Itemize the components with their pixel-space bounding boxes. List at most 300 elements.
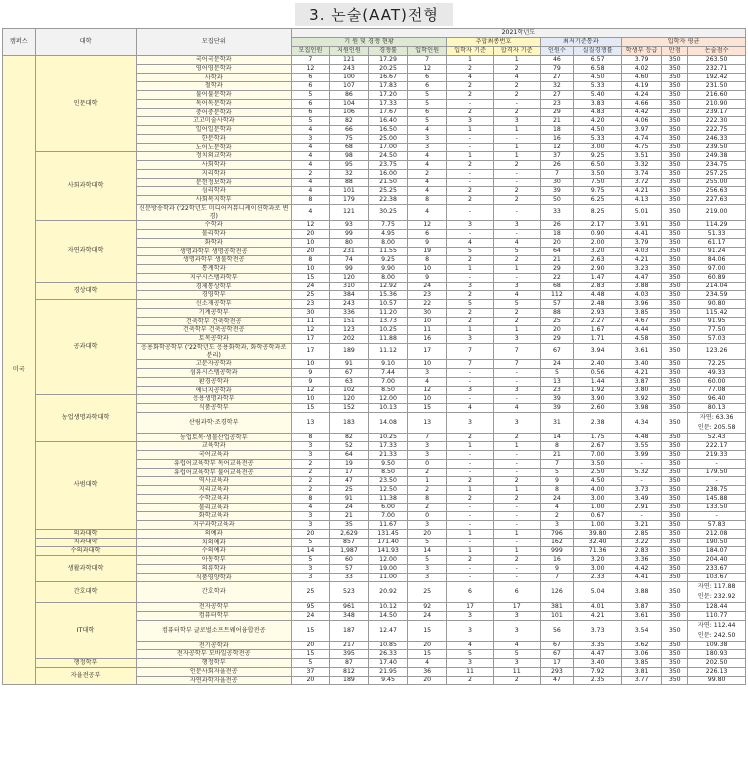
value-cell: 3 — [493, 620, 540, 641]
major-cell — [136, 377, 291, 386]
value-cell: 6 — [408, 73, 447, 82]
value-cell: - — [493, 230, 540, 239]
value-cell: 4 — [447, 238, 494, 247]
value-cell: 350 — [662, 317, 688, 326]
value-cell: 80 — [329, 238, 368, 247]
value-cell: 14 — [291, 547, 329, 556]
value-cell: - — [493, 273, 540, 282]
value-cell: 2 — [408, 486, 447, 495]
value-cell: 151 — [329, 317, 368, 326]
value-cell: 5.32 — [622, 468, 662, 477]
value-cell: 192.42 — [688, 73, 746, 82]
value-cell: 16.40 — [368, 117, 407, 126]
value-cell: 1 — [447, 126, 494, 135]
header-essay-score: 논술점수 — [688, 47, 746, 56]
major-name: 건축학부 건축공학전공 — [182, 326, 245, 334]
major-name: 유럽어교육학부 불어교육전공 — [173, 468, 254, 476]
value-cell: 3.85 — [622, 659, 662, 668]
value-cell: 13 — [291, 412, 329, 433]
value-cell: 8.25 — [574, 204, 622, 221]
value-cell: 6.00 — [368, 503, 407, 512]
header-group-competition: 기 원 및 경쟁 현황 — [291, 38, 446, 47]
value-cell: 1.44 — [574, 377, 622, 386]
value-cell: - — [493, 521, 540, 530]
major-name: 역사교육과 — [198, 477, 229, 485]
value-cell: 82 — [329, 117, 368, 126]
value-cell: 243 — [329, 300, 368, 309]
value-cell: 6.50 — [574, 161, 622, 170]
value-cell: 4 — [408, 659, 447, 668]
value-cell: 3 — [291, 451, 329, 460]
value-cell: 12 — [291, 326, 329, 335]
value-cell: 95 — [329, 161, 368, 170]
value-cell: - — [688, 459, 746, 468]
value-cell: 1 — [493, 442, 540, 451]
value-cell: 13 — [408, 412, 447, 433]
major-cell — [136, 99, 291, 108]
value-cell: 350 — [662, 611, 688, 620]
value-cell: 56 — [540, 620, 574, 641]
value-cell: 1.92 — [574, 386, 622, 395]
major-cell — [136, 650, 291, 659]
value-cell: 15 — [291, 273, 329, 282]
value-cell: 16.50 — [368, 126, 407, 135]
header-enrollee-basis: 입학자 기준 — [447, 47, 494, 56]
value-cell: 3.55 — [622, 442, 662, 451]
value-cell: 179 — [329, 196, 368, 205]
value-cell: 100 — [329, 73, 368, 82]
page-title-text: 3. 논술(AAT)전형 — [295, 3, 453, 26]
value-cell: 50 — [540, 196, 574, 205]
major-name: 국어국문학과 — [195, 56, 232, 63]
value-cell: 3.61 — [622, 611, 662, 620]
value-cell: 4 — [291, 204, 329, 221]
value-cell: 6 — [447, 582, 494, 603]
major-cell — [136, 308, 291, 317]
value-cell: 350 — [662, 433, 688, 442]
major-name: 독어독문학과 — [195, 99, 232, 107]
value-cell: 3 — [540, 521, 574, 530]
value-cell: 2 — [447, 308, 494, 317]
major-name: 국어교육과 — [198, 451, 229, 459]
value-cell: 3.23 — [622, 265, 662, 274]
value-cell: 350 — [662, 291, 688, 300]
major-cell — [136, 161, 291, 170]
major-name: 수학과 — [204, 221, 223, 229]
value-cell: 17 — [408, 343, 447, 360]
value-cell: 216.60 — [688, 91, 746, 100]
value-cell: 11 — [408, 326, 447, 335]
value-cell: 60 — [329, 556, 368, 565]
major-cell — [136, 82, 291, 91]
value-cell: 17 — [329, 468, 368, 477]
value-cell: 231 — [329, 247, 368, 256]
value-cell: 141.93 — [368, 547, 407, 556]
value-cell: 17.40 — [368, 659, 407, 668]
value-cell: 3.80 — [622, 386, 662, 395]
value-cell: 7 — [408, 433, 447, 442]
value-cell: 961 — [329, 603, 368, 612]
value-cell: 2 — [493, 317, 540, 326]
value-cell: 189 — [329, 343, 368, 360]
value-cell: 4.41 — [622, 573, 662, 582]
value-cell: 3.77 — [622, 676, 662, 685]
value-cell: 4 — [291, 126, 329, 135]
value-cell: 14.50 — [368, 611, 407, 620]
value-cell: 101 — [329, 187, 368, 196]
major-name: 응용생명과학부 — [192, 395, 235, 403]
value-cell: 126 — [540, 582, 574, 603]
value-cell: 222.17 — [688, 442, 746, 451]
value-cell: 107 — [329, 82, 368, 91]
value-cell: 4.02 — [622, 64, 662, 73]
value-cell: 3.90 — [574, 395, 622, 404]
value-cell: - — [447, 395, 494, 404]
value-cell: 77.08 — [688, 386, 746, 395]
value-cell: 6.57 — [574, 56, 622, 65]
value-cell: 350 — [662, 667, 688, 676]
value-cell: 4.01 — [574, 603, 622, 612]
value-cell: 3.81 — [622, 667, 662, 676]
value-cell: 6.58 — [574, 64, 622, 73]
value-cell: 350 — [662, 650, 688, 659]
value-cell: - — [493, 468, 540, 477]
value-cell: 17.20 — [368, 91, 407, 100]
value-cell: 4.50 — [574, 126, 622, 135]
value-cell: 1.75 — [574, 433, 622, 442]
value-cell: 3 — [447, 611, 494, 620]
campus-cell: 미국 — [3, 56, 36, 685]
value-cell: 99.80 — [688, 676, 746, 685]
value-cell: - — [447, 503, 494, 512]
value-cell: 7.50 — [574, 178, 622, 187]
value-cell: 20 — [408, 641, 447, 650]
value-cell: 1 — [447, 529, 494, 538]
value-cell: 5 — [408, 556, 447, 565]
value-cell: 75 — [329, 134, 368, 143]
value-cell: 5.40 — [574, 91, 622, 100]
major-cell — [136, 273, 291, 282]
value-cell: 128.44 — [688, 603, 746, 612]
value-cell: 1 — [447, 152, 494, 161]
value-cell: 10 — [291, 395, 329, 404]
value-cell: 222.75 — [688, 126, 746, 135]
value-cell: 2.50 — [574, 468, 622, 477]
header-quota: 모집인원 — [291, 47, 329, 56]
value-cell: 350 — [662, 451, 688, 460]
value-cell: 9 — [291, 369, 329, 378]
value-cell: 121 — [329, 204, 368, 221]
value-cell: 20 — [540, 326, 574, 335]
value-cell: 95 — [291, 603, 329, 612]
value-cell: 3.49 — [622, 494, 662, 503]
value-cell: 92 — [408, 603, 447, 612]
value-cell: 2,629 — [329, 529, 368, 538]
value-cell: 7 — [291, 56, 329, 65]
major-name: 영어영문학과 — [195, 64, 232, 72]
value-cell: 9.25 — [368, 256, 407, 265]
value-cell: 7.92 — [574, 667, 622, 676]
value-cell: - — [493, 134, 540, 143]
value-cell: 2.27 — [574, 317, 622, 326]
value-cell: 3 — [291, 442, 329, 451]
value-cell: 202 — [329, 335, 368, 344]
college-cell: 행정학부 — [35, 659, 136, 668]
value-cell: 8.00 — [368, 238, 407, 247]
value-cell: 17 — [291, 335, 329, 344]
value-cell: 25 — [540, 317, 574, 326]
value-cell: 91.24 — [688, 247, 746, 256]
value-cell: 238.75 — [688, 486, 746, 495]
value-cell: 8.50 — [368, 468, 407, 477]
college-cell: 사회과학대학 — [35, 152, 136, 221]
major-cell — [136, 538, 291, 547]
value-cell: 350 — [662, 477, 688, 486]
college-cell: 자율전공부 — [35, 667, 136, 685]
value-cell: 115.42 — [688, 308, 746, 317]
value-cell: 30 — [291, 308, 329, 317]
major-name: 간호학과 — [201, 588, 226, 596]
value-cell: 2 — [493, 433, 540, 442]
value-cell: 20.25 — [368, 64, 407, 73]
major-name: 컴퓨터학부 — [198, 611, 229, 619]
page-title — [0, 0, 748, 28]
value-cell: 2.85 — [622, 529, 662, 538]
admission-table — [2, 28, 746, 685]
value-cell: 15 — [291, 620, 329, 641]
value-cell: 88 — [329, 178, 368, 187]
value-cell: 9 — [408, 238, 447, 247]
value-cell: 10.13 — [368, 404, 407, 413]
value-cell: 자연: 63.36 인문: 205.58 — [688, 412, 746, 433]
value-cell: 21.50 — [368, 178, 407, 187]
value-cell: 350 — [662, 404, 688, 413]
value-cell: - — [447, 134, 494, 143]
value-cell: 10.12 — [368, 603, 407, 612]
value-cell: 2 — [493, 676, 540, 685]
value-cell: 2 — [493, 196, 540, 205]
value-cell: 381 — [540, 603, 574, 612]
value-cell: 21.95 — [368, 667, 407, 676]
value-cell: 91 — [329, 360, 368, 369]
value-cell: 4.21 — [622, 187, 662, 196]
value-cell: 350 — [662, 360, 688, 369]
header-group-minimum: 최저기준통과 — [540, 38, 621, 47]
major-cell — [136, 64, 291, 73]
major-name: 수의예과 — [201, 547, 226, 555]
value-cell: 8 — [408, 196, 447, 205]
college-cell: 수의과대학 — [35, 547, 136, 556]
value-cell: 4 — [493, 641, 540, 650]
value-cell: 3.87 — [622, 603, 662, 612]
value-cell: 350 — [662, 676, 688, 685]
value-cell: 23 — [540, 386, 574, 395]
value-cell: 3 — [291, 512, 329, 521]
value-cell: - — [447, 143, 494, 152]
major-name: 심리학과 — [201, 187, 226, 195]
value-cell: 4.41 — [622, 230, 662, 239]
value-cell: 3.73 — [574, 620, 622, 641]
value-cell: 4 — [408, 152, 447, 161]
major-cell — [136, 300, 291, 309]
major-name: 에너지공학과 — [195, 386, 232, 394]
value-cell: 21 — [540, 117, 574, 126]
value-cell: 5 — [447, 650, 494, 659]
value-cell: 19 — [329, 459, 368, 468]
value-cell: 8 — [291, 196, 329, 205]
major-name: 신소재공학부 — [195, 300, 232, 307]
value-cell: 4.03 — [622, 247, 662, 256]
value-cell: 5 — [493, 300, 540, 309]
value-cell: 3 — [447, 412, 494, 433]
value-cell: - — [493, 451, 540, 460]
value-cell: - — [447, 273, 494, 282]
value-cell: 1 — [447, 486, 494, 495]
major-name: 한문학과 — [201, 134, 226, 142]
value-cell: 52 — [329, 442, 368, 451]
value-cell: 3 — [408, 521, 447, 530]
major-cell — [136, 412, 291, 433]
value-cell: 3.22 — [622, 538, 662, 547]
value-cell: 350 — [662, 468, 688, 477]
value-cell: 68 — [329, 143, 368, 152]
value-cell: 350 — [662, 204, 688, 221]
value-cell: 21 — [329, 512, 368, 521]
value-cell: 10 — [408, 317, 447, 326]
value-cell: 2 — [493, 187, 540, 196]
major-cell — [136, 641, 291, 650]
value-cell: 9.75 — [574, 187, 622, 196]
value-cell: 4 — [493, 404, 540, 413]
value-cell: 11.12 — [368, 343, 407, 360]
table-row — [3, 582, 746, 603]
value-cell: 350 — [662, 161, 688, 170]
value-cell: 4.13 — [622, 196, 662, 205]
value-cell: 25.00 — [368, 134, 407, 143]
value-cell: 263.50 — [688, 56, 746, 65]
value-cell: 17.00 — [368, 143, 407, 152]
table-row — [3, 556, 746, 565]
value-cell: 26 — [540, 221, 574, 230]
value-cell: 2.35 — [574, 676, 622, 685]
value-cell: 7.00 — [368, 377, 407, 386]
value-cell: 395 — [329, 650, 368, 659]
value-cell: 3.35 — [574, 641, 622, 650]
value-cell: 243 — [329, 64, 368, 73]
value-cell: 3.85 — [622, 308, 662, 317]
value-cell: 4.67 — [622, 317, 662, 326]
value-cell: - — [622, 459, 662, 468]
value-cell: 350 — [662, 412, 688, 433]
value-cell: 2.63 — [574, 256, 622, 265]
value-cell: 24 — [291, 282, 329, 291]
value-cell: - — [447, 369, 494, 378]
major-cell — [136, 603, 291, 612]
value-cell: - — [493, 178, 540, 187]
major-name: 화학교육과 — [198, 512, 229, 520]
value-cell: 15 — [408, 404, 447, 413]
value-cell: 2 — [493, 494, 540, 503]
major-name: 중어중문학과 — [195, 108, 232, 116]
value-cell: 2 — [493, 308, 540, 317]
value-cell: 4 — [291, 152, 329, 161]
value-cell: 103.67 — [688, 573, 746, 582]
value-cell: 350 — [662, 91, 688, 100]
value-cell: 184.07 — [688, 547, 746, 556]
value-cell: 4.21 — [574, 611, 622, 620]
value-cell: 348 — [329, 611, 368, 620]
value-cell: 17.33 — [368, 442, 407, 451]
value-cell: 20 — [291, 641, 329, 650]
value-cell: 26.33 — [368, 650, 407, 659]
major-name: 경제통상학부 — [195, 282, 232, 290]
value-cell: 82 — [329, 433, 368, 442]
value-cell: 246.33 — [688, 134, 746, 143]
value-cell: 20 — [291, 247, 329, 256]
value-cell: - — [447, 564, 494, 573]
value-cell: 4.24 — [622, 91, 662, 100]
value-cell: 2 — [447, 108, 494, 117]
value-cell: 4.47 — [574, 650, 622, 659]
college-cell: 인문대학 — [35, 56, 136, 152]
value-cell: 233.67 — [688, 564, 746, 573]
value-cell: 350 — [662, 494, 688, 503]
value-cell: 6 — [291, 108, 329, 117]
value-cell: - — [447, 512, 494, 521]
value-cell: 12.47 — [368, 620, 407, 641]
value-cell: - — [447, 573, 494, 582]
major-cell — [136, 659, 291, 668]
value-cell: 23 — [291, 300, 329, 309]
value-cell: 3 — [291, 134, 329, 143]
value-cell: 350 — [662, 538, 688, 547]
value-cell: 9 — [291, 377, 329, 386]
value-cell: 231.50 — [688, 82, 746, 91]
major-cell — [136, 265, 291, 274]
value-cell: 77.50 — [688, 326, 746, 335]
value-cell: 3.36 — [622, 556, 662, 565]
value-cell: - — [493, 573, 540, 582]
value-cell: 51.33 — [688, 230, 746, 239]
value-cell: 10.85 — [368, 641, 407, 650]
value-cell: 16.67 — [368, 73, 407, 82]
value-cell: 4 — [540, 503, 574, 512]
major-name: 고분자공학과 — [195, 360, 232, 368]
major-cell — [136, 238, 291, 247]
value-cell: 17.83 — [368, 82, 407, 91]
value-cell: 25 — [291, 291, 329, 300]
value-cell: 20.92 — [368, 582, 407, 603]
value-cell: - — [447, 99, 494, 108]
value-cell: 25 — [408, 582, 447, 603]
value-cell: 14.08 — [368, 412, 407, 433]
value-cell: 1 — [493, 529, 540, 538]
value-cell: 19.00 — [368, 564, 407, 573]
value-cell: 106 — [329, 108, 368, 117]
college-cell: 의과대학 — [35, 529, 136, 538]
value-cell: 171.40 — [368, 538, 407, 547]
value-cell: 17.29 — [368, 56, 407, 65]
major-name: 물리학과 — [201, 230, 226, 237]
major-name: 사회복지학부 — [195, 196, 232, 203]
major-name: 문헌정보학과 — [195, 178, 232, 186]
value-cell: 2 — [493, 82, 540, 91]
value-cell: 350 — [662, 641, 688, 650]
major-cell — [136, 494, 291, 503]
value-cell: 3.54 — [622, 620, 662, 641]
value-cell: - — [447, 178, 494, 187]
value-cell: 8 — [408, 256, 447, 265]
